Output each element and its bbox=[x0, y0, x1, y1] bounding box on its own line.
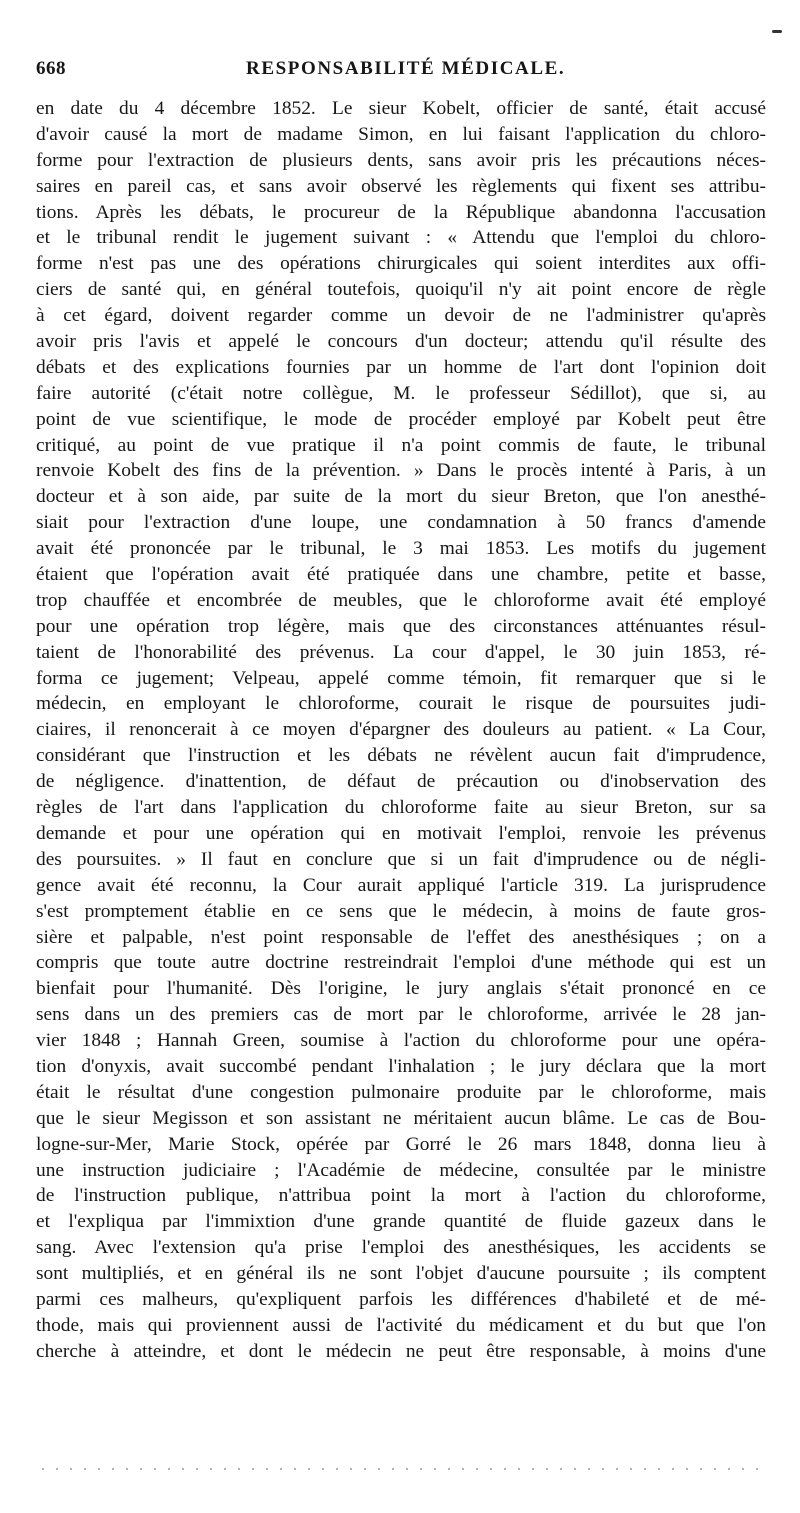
text-line: s'est promptement établie en ce sens que le médecin, à moins de faute gros- bbox=[36, 900, 766, 922]
text-line: sont multipliés, et en général ils ne sont l'objet d'aucune poursuite ; ils comptent bbox=[36, 1263, 766, 1285]
text-line: docteur et à son aide, par suite de la mort du sieur Breton, que l'on anesthé- bbox=[36, 486, 766, 508]
text-line: et le tribunal rendit le jugement suivant : « Attendu que l'emploi du chloro- bbox=[36, 227, 766, 249]
text-line: cherche à atteindre, et dont le médecin ne peut être responsable, à moins d'une bbox=[36, 1340, 766, 1362]
page-header bbox=[36, 58, 766, 86]
body-text bbox=[36, 96, 766, 1365]
text-line: trop chauffée et encombrée de meubles, que le chloroforme avait été employé bbox=[36, 589, 766, 611]
text-line: avait été prononcée par le tribunal, le 3 mai 1853. Les motifs du jugement bbox=[36, 538, 766, 560]
text-line: siait pour l'extraction d'une loupe, une condamnation à 50 francs d'amende bbox=[36, 512, 766, 534]
text-line: de l'instruction publique, n'attribua point la mort à l'action du chloroforme, bbox=[36, 1185, 766, 1207]
text-line: renvoie Kobelt des fins de la prévention. » Dans le procès intenté à Paris, à un bbox=[36, 460, 766, 482]
text-line: en date du 4 décembre 1852. Le sieur Kobelt, officier de santé, était accusé bbox=[36, 98, 766, 119]
text-line: et l'expliqua par l'immixtion d'une grande quantité de fluide gazeux dans le bbox=[36, 1211, 766, 1233]
text-line: faire autorité (c'était notre collègue, M. le professeur Sédillot), que si, au bbox=[36, 382, 766, 404]
text-line: logne-sur-Mer, Marie Stock, opérée par Gorré le 26 mars 1848, donna lieu à bbox=[36, 1133, 766, 1155]
text-line: point de vue scientifique, le mode de procéder employé par Kobelt peut être bbox=[36, 408, 766, 430]
text-line: des poursuites. » Il faut en conclure que si un fait d'imprudence ou de négli- bbox=[36, 848, 766, 870]
text-line: tions. Après les débats, le procureur de la République abandonna l'accusation bbox=[36, 201, 766, 223]
text-line: forma ce jugement; Velpeau, appelé comme témoin, fit remarquer que si le bbox=[36, 667, 766, 689]
text-line: sière et palpable, n'est point responsable de l'effet des anesthésiques ; on a bbox=[36, 926, 766, 948]
text-line: thode, mais qui proviennent aussi de l'activité du médicament et du but que l'on bbox=[36, 1314, 766, 1336]
text-line: était le résultat d'une congestion pulmonaire produite par le chloroforme, mais bbox=[36, 1081, 766, 1103]
text-line: parmi ces malheurs, qu'expliquent parfois les différences d'habileté et de mé- bbox=[36, 1288, 766, 1310]
text-line: étaient que l'opération avait été pratiquée dans une chambre, petite et basse, bbox=[36, 564, 766, 586]
text-line: pour une opération trop légère, mais que des circonstances atténuantes résul- bbox=[36, 615, 766, 637]
running-head: RESPONSABILITÉ MÉDICALE. bbox=[246, 58, 566, 79]
text-line: ciaires, il renoncerait à ce moyen d'épargner des douleurs au patient. « La Cour, bbox=[36, 719, 766, 741]
text-line: vier 1848 ; Hannah Green, soumise à l'action du chloroforme pour une opéra- bbox=[36, 1030, 766, 1052]
text-line: compris que toute autre doctrine restreindrait l'emploi d'une méthode qui est un bbox=[36, 952, 766, 974]
text-line: à cet égard, doivent regarder comme un devoir de ne l'administrer qu'après bbox=[36, 305, 766, 327]
text-line: une instruction judiciaire ; l'Académie de médecine, consultée par le ministre bbox=[36, 1159, 766, 1181]
text-line: médecin, en employant le chloroforme, courait le risque de poursuites judi- bbox=[36, 693, 766, 715]
text-line: d'avoir causé la mort de madame Simon, en lui faisant l'application du chloro- bbox=[36, 123, 766, 145]
text-line: de négligence. d'inattention, de défaut de précaution ou d'inobservation des bbox=[36, 771, 766, 793]
text-line: règles de l'art dans l'application du chloroforme faite au sieur Breton, sur sa bbox=[36, 797, 766, 819]
text-line: forme n'est pas une des opérations chirurgicales qui soient interdites aux offi- bbox=[36, 253, 766, 275]
footer-dotted-rule bbox=[36, 1466, 766, 1472]
text-line: saires en pareil cas, et sans avoir observé les règlements qui fixent ses attribu- bbox=[36, 175, 766, 197]
text-line: sens dans un des premiers cas de mort par le chloroforme, arrivée le 28 jan- bbox=[36, 1004, 766, 1026]
text-line: considérant que l'instruction et les débats ne révèlent aucun fait d'imprudence, bbox=[36, 745, 766, 767]
corner-ink-mark bbox=[772, 30, 782, 33]
text-line: critiqué, au point de vue pratique il n'a point commis de faute, le tribunal bbox=[36, 434, 766, 456]
text-line: tion d'onyxis, avait succombé pendant l'inhalation ; le jury déclara que la mort bbox=[36, 1055, 766, 1077]
text-line: sang. Avec l'extension qu'a prise l'emploi des anesthésiques, les accidents se bbox=[36, 1237, 766, 1259]
text-line: avoir pris l'avis et appelé le concours d'un docteur; attendu qu'il résulte des bbox=[36, 331, 766, 353]
page-number: 668 bbox=[36, 58, 66, 79]
text-line: ciers de santé qui, en général toutefois, quoiqu'il n'y ait point encore de règle bbox=[36, 279, 766, 301]
text-line: demande et pour une opération qui en motivait l'emploi, renvoie les prévenus bbox=[36, 822, 766, 844]
text-line: bienfait pour l'humanité. Dès l'origine, le jury anglais s'était prononcé en ce bbox=[36, 978, 766, 1000]
text-line: débats et des explications fournies par un homme de l'art dont l'opinion doit bbox=[36, 356, 766, 378]
text-line: gence avait été reconnu, la Cour aurait appliqué l'article 319. La jurisprudence bbox=[36, 874, 766, 896]
text-line: que le sieur Megisson et son assistant ne méritaient aucun blâme. Le cas de Bou- bbox=[36, 1107, 766, 1129]
text-line: forme pour l'extraction de plusieurs dents, sans avoir pris les précautions néces- bbox=[36, 149, 766, 171]
text-line: taient de l'honorabilité des prévenus. La cour d'appel, le 30 juin 1853, ré- bbox=[36, 641, 766, 663]
